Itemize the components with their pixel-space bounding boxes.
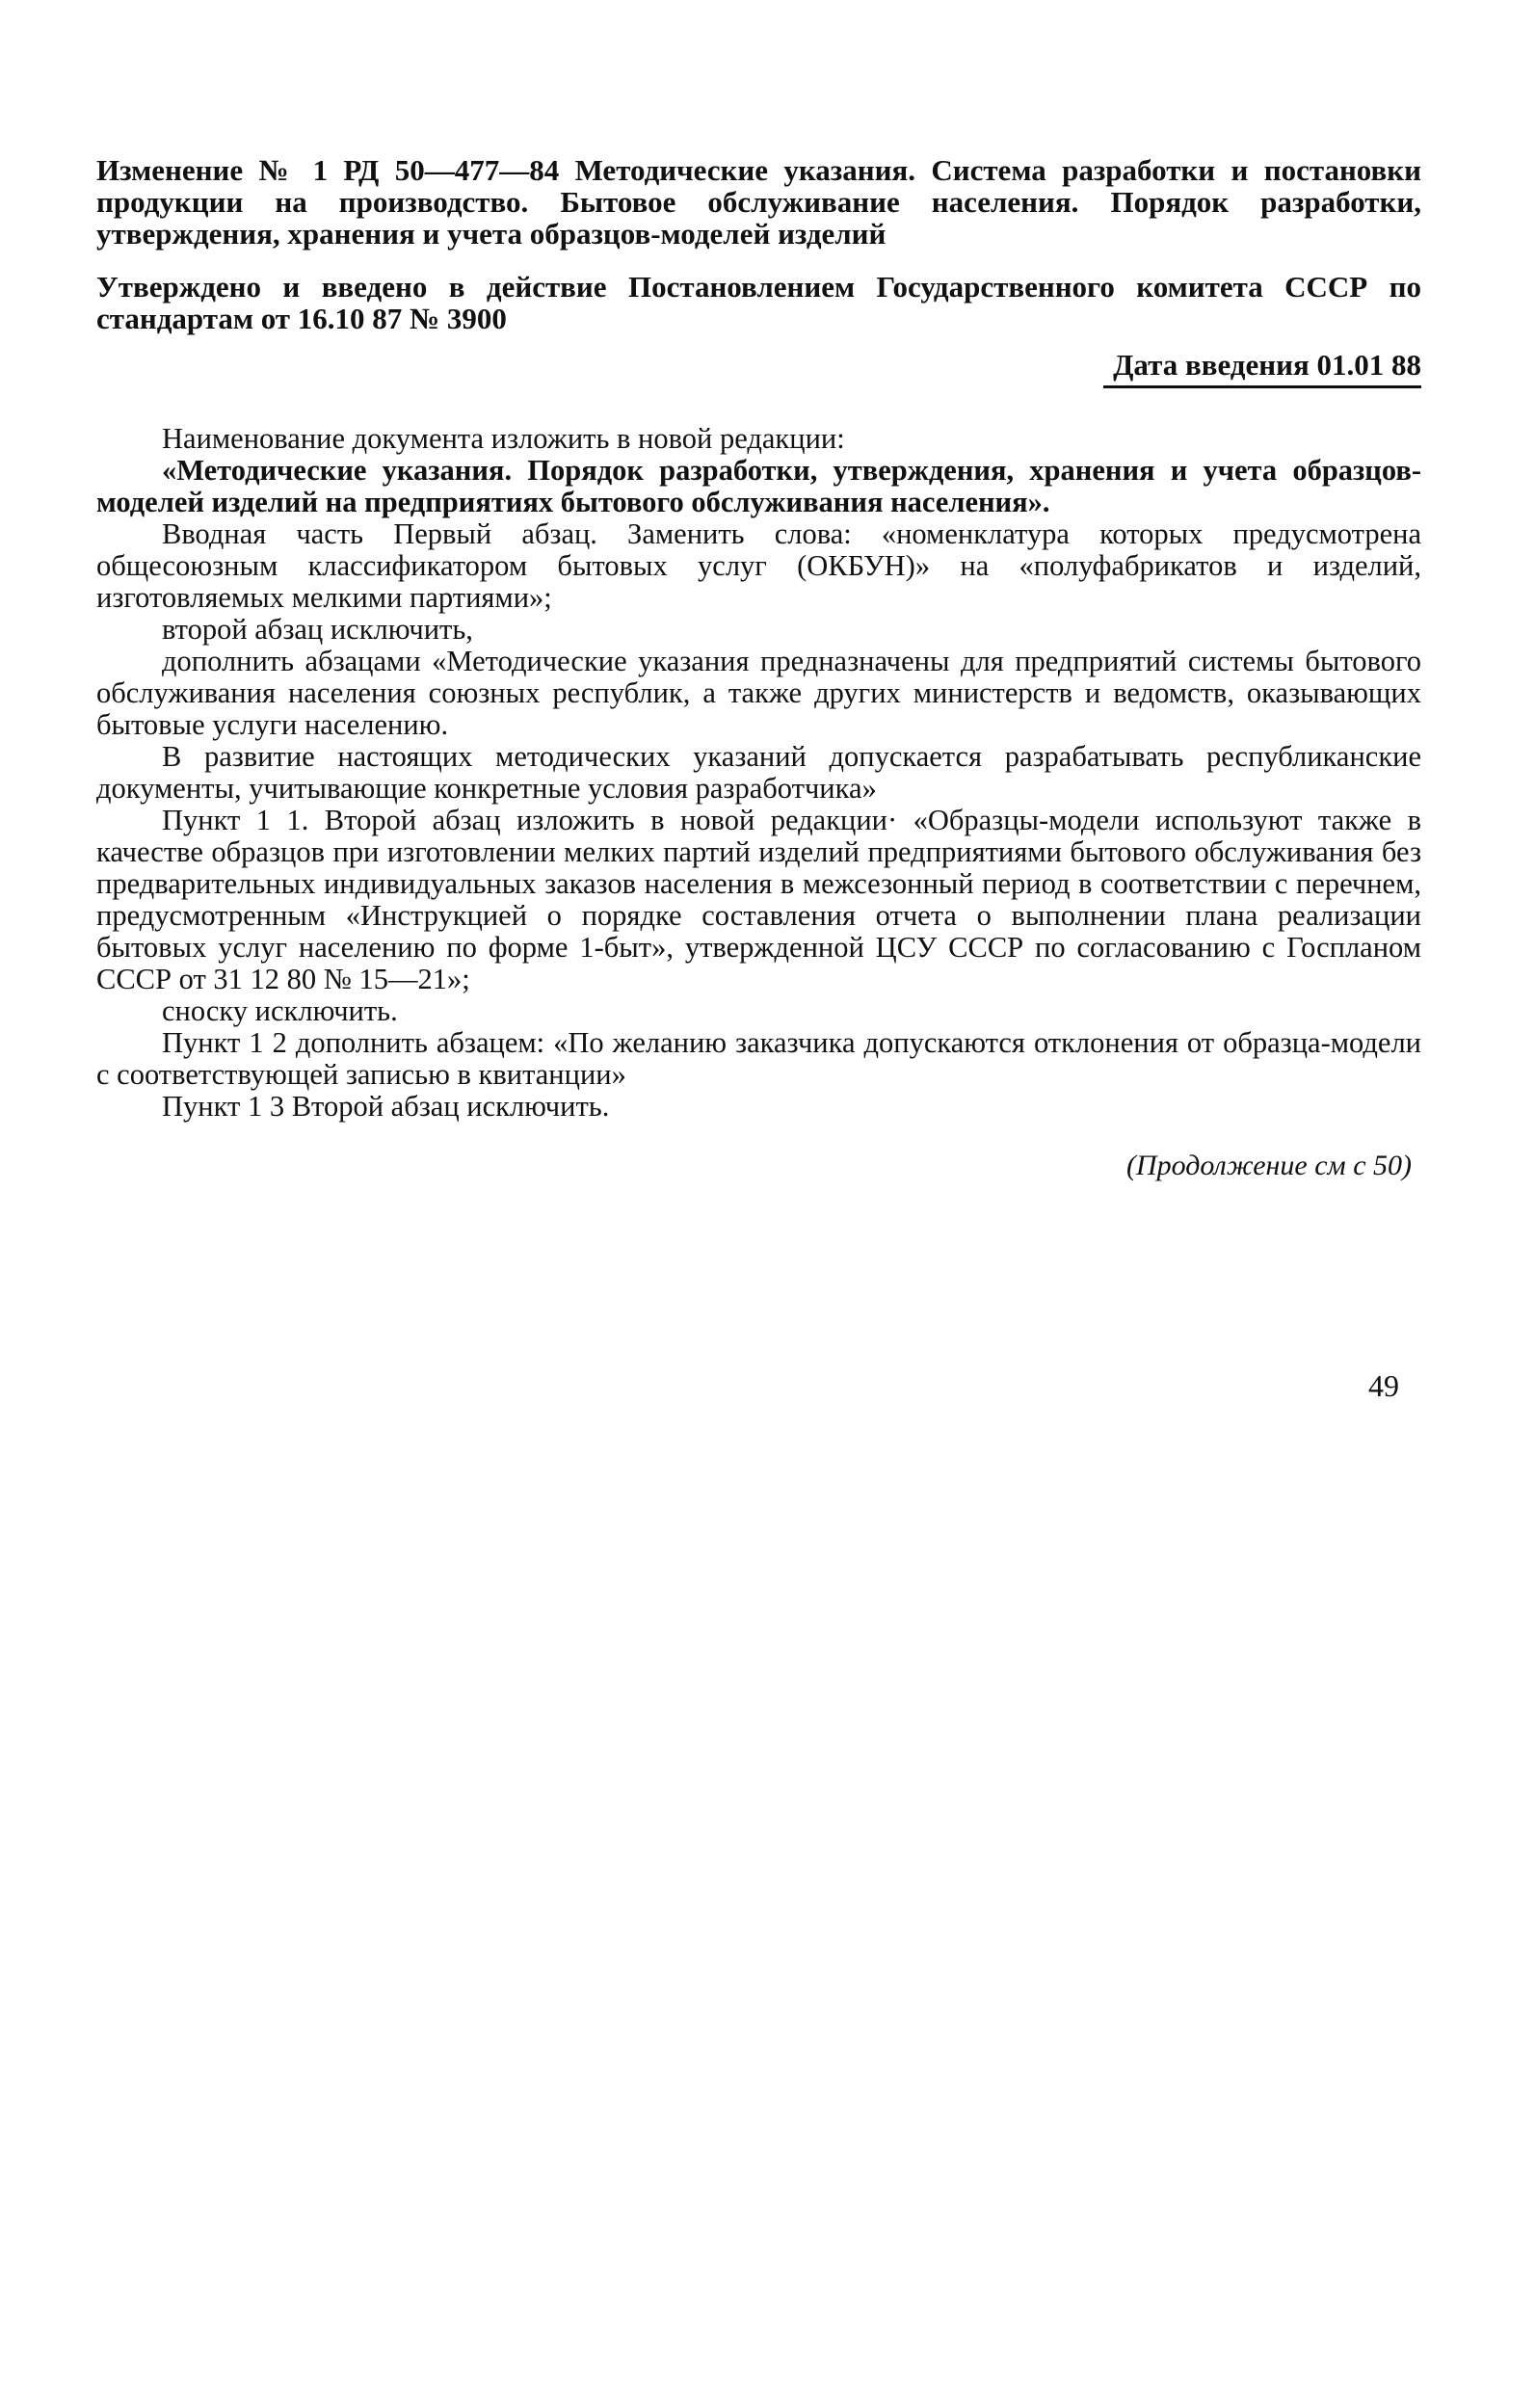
paragraph-new-title: «Методические указания. Порядок разработки, утверждения, хранения и учета образцов-моделей изделий на предприятиях бытового обслуживания населения». [96,454,1421,518]
amendment-body [96,423,1421,1123]
paragraph: Пункт 1 1. Второй абзац изложить в новой редакции· «Образцы-модели используют также в качестве образцов при изготовлении мелких партий изделий предприятиями бытового обслуживания без предварительных индивидуальных заказов населения в межсезонный период в соответствии с перечнем, предусмотренным «Инструкцией о порядке составления отчета о выполнении плана реализации бытовых услуг населению по форме 1-быт», утвержденной ЦСУ СССР по согласованию с Госпланом СССР от 31 12 80 № 15—21»; [96,804,1421,995]
amendment-header: Изменение № 1 РД 50—477—84 Методические указания. Система разработки и постановки продукции на производство. Бытовое обслуживание населения. Порядок разработки, утверждения, хранения и учета образцов-моделей изделий [96,153,1421,251]
continued-note: (Продолжение см с 50) [1125,1150,1412,1181]
paragraph: второй абзац исключить, [162,613,473,646]
paragraph: дополнить абзацами «Методические указания предназначены для предприятий системы бытового обслуживания населения союзных республик, а также других министерств и ведомств, оказывающих бытовые услуги населению. [96,645,1421,741]
effective-date-row [96,348,1421,388]
approval-statement: Утверждено и введено в действие Постановлением Государственного комитета СССР по стандартам от 16.10 87 № 3900 [96,270,1421,335]
paragraph: Наименование документа изложить в новой редакции: [162,422,845,455]
page-number: 49 [1368,1368,1399,1403]
paragraph: Пункт 1 2 дополнить абзацем: «По желанию заказчика допускаются отклонения от образца-модели с соответствующей записью в квитанции» [96,1026,1421,1091]
paragraph: Пункт 1 3 Второй абзац исключить. [162,1090,610,1123]
paragraph: сноску исключить. [162,994,398,1027]
paragraph: В развитие настоящих методических указаний допускается разрабатывать республиканские документы, учитывающие конкретные условия разработчика» [96,740,1421,805]
document-page [96,154,1421,1182]
paragraph: Вводная часть Первый абзац. Заменить слова: «номенклатура которых предусмотрена общесоюзным классификатором бытовых услуг (ОКБУН)» на «полуфабрикатов и изделий, изготовляемых мелкими партиями»; [96,517,1421,614]
effective-date: Дата введения 01.01 88 [1103,348,1421,388]
